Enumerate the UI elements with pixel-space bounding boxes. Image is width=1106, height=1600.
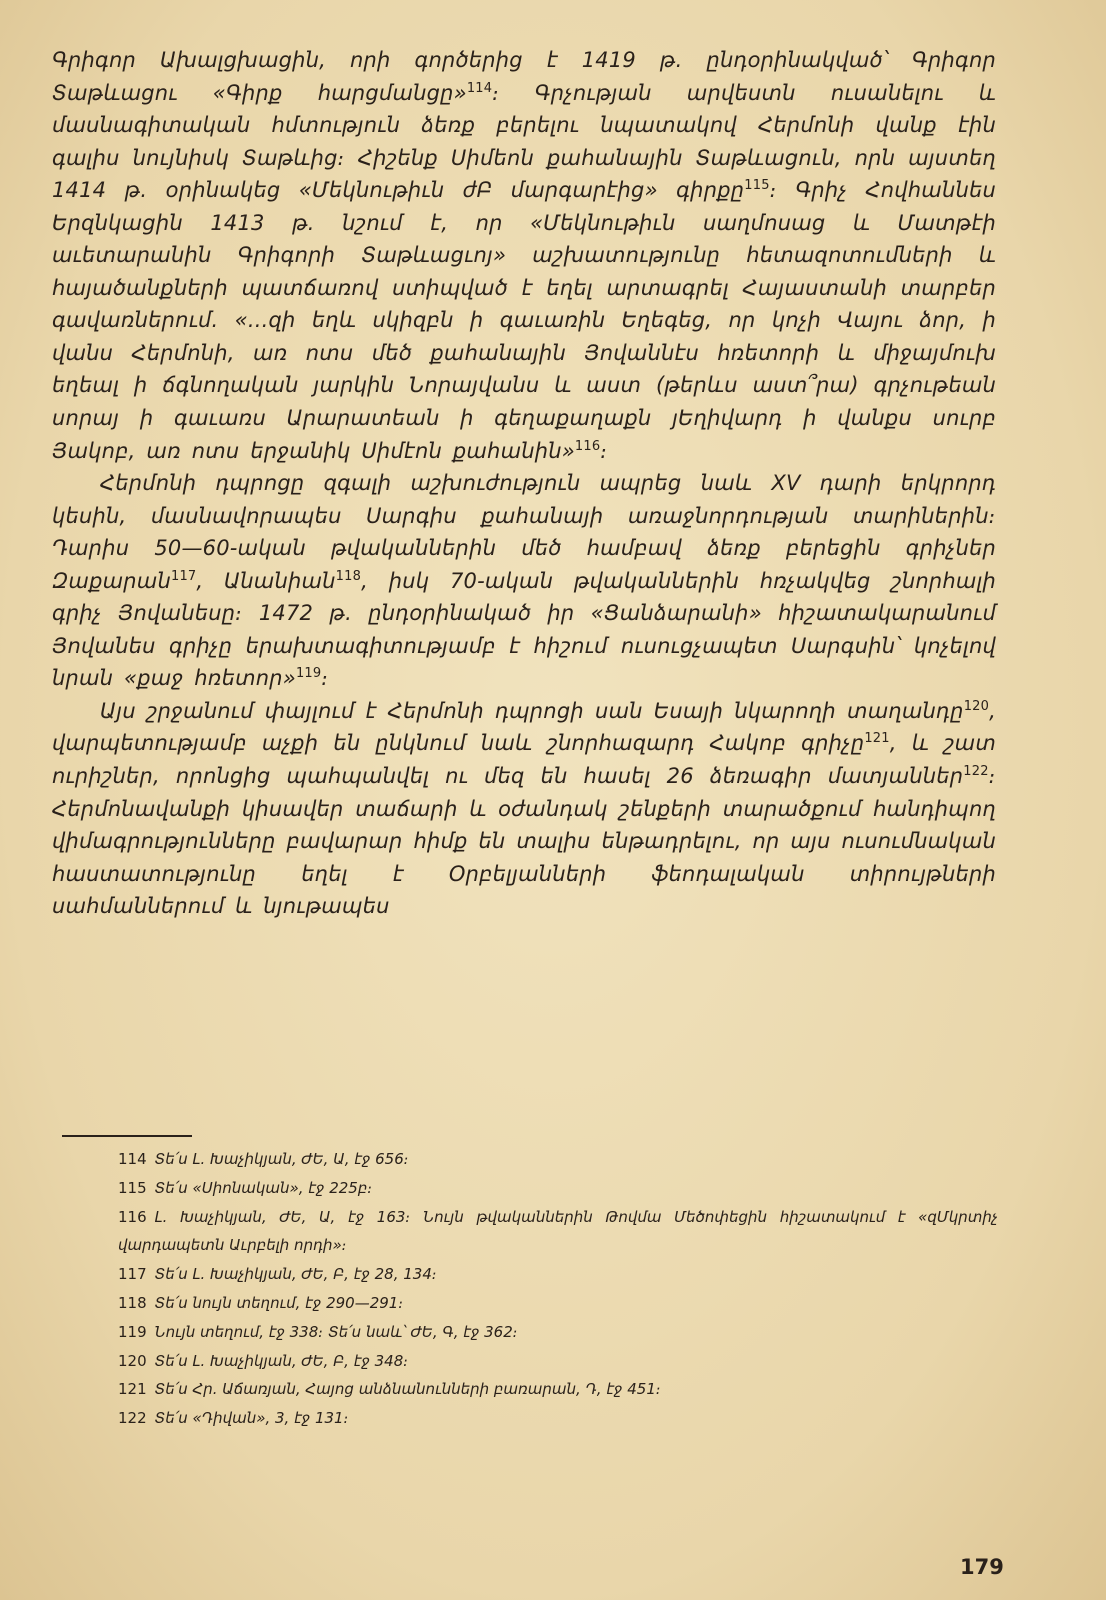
footnote-reference: 121 [864,731,890,747]
footnote [118,1404,998,1433]
footnote-reference: 119 [295,666,322,682]
footnote [118,1174,998,1203]
footnote-number: 114 [118,1150,147,1168]
footnote-number: 116 [118,1207,147,1226]
paragraph-text: , Անանիան [196,568,336,593]
footnote [118,1203,998,1261]
paragraph-text: ։ Գրիչ Հովհաննես Երզնկացին 1413 թ. նշում է, որ «Մեկնութիւն սաղմոսաց և Մատթէի աւետարանին Գրիգորի Տաթևացւոյ» աշխատությունը հետազոտումների և հայածանքների պատճառով ստիպված է եղել արտագրել Հայաստանի տարբեր գավառներում. «...զի եղև սկիզբն ի գաւառին Եղեգեց, որ կոչի Վայու ձոր, ի վանս Հերմոնի, առ ոտս մեծ քահանային Յովաննէս հռետորի և միջայմուխ եղեալ ի ճգնողական յարկին Նորայվանս և աստ (թերևս աստ՞րա) գրչութեան սորայ ի գաւառս Արարատեան ի գեղաքաղաքն յԵղիվարդ ի վանքս սուրբ Յակոբ, առ ոտս երջանիկ Սիմէոն քահանին» [52,178,997,463]
paragraph-text: ։ Հերմոնավանքի կիսավեր տաճարի և օժանդակ շենքերի տարածքում հանդիպող վիմագրությունները բավարար հիմք են տալիս ենթադրելու, որ այս ուսումնական հաստատությունը եղել է Օրբելյանների ֆեոդալական տիրույթների սահմաններում և նյութապես [52,764,996,919]
footnote-number: 115 [118,1178,147,1197]
footnote-reference: 117 [170,568,197,584]
footnote [118,1347,998,1376]
footnote-number: 119 [118,1322,147,1341]
paragraph [52,44,996,467]
paragraph-text: ։ [600,438,608,463]
page-number: 179 [960,1555,1004,1579]
footnote [118,1289,998,1318]
footnote [118,1318,998,1347]
footnote-reference: 116 [574,438,601,454]
footnote-text: Լ. Խաչիկյան, ԺԵ, Ա, էջ 163։ Նույն թվականներին Թովմա Մեծոփեցին հիշատակում է «զՄկրտիչ վարդապետն Աւրբելի որդի»։ [118,1207,998,1255]
footnote-text: Տե՛ս Լ. Խաչիկյան, ԺԵ, Ա, էջ 656։ [154,1150,409,1168]
paragraph-text: ։ Գրչության արվեստն ուսանելու և մասնագիտական հմտություն ձեռք բերելու նպատակով Հերմոնի վանք էին գալիս նույնիսկ Տաթևից։ Հիշենք Սիմեոն քահանային Տաթևացուն, որն այստեղ 1414 թ. օրինակեց «Մեկնութիւն ժԲ մարգարէից» գիրքը [52,80,996,203]
footnote-text: Նույն տեղում, էջ 338։ Տե՛ս նաև՝ ԺԵ, Գ, էջ 362։ [154,1322,518,1341]
footnote-reference: 115 [744,178,770,194]
footnote [118,1260,998,1289]
footnote-number: 120 [118,1351,147,1370]
paragraph [52,467,996,695]
footnote-reference: 120 [963,698,990,714]
footnote-text: Տե՛ս Լ. Խաչիկյան, ԺԵ, Բ, էջ 28, 134։ [154,1265,437,1284]
footnote-text: Տե՛ս նույն տեղում, էջ 290—291։ [154,1293,404,1312]
footnote-reference: 122 [963,764,989,780]
paragraph [52,695,996,923]
footnotes [118,1145,998,1433]
paragraph-text: Այս շրջանում փայլում է Հերմոնի դպրոցի սան Եսայի նկարողի տաղանդը [100,698,964,723]
paragraph-text: Գրիգոր Ախալցխացին, որի գործերից է 1419 թ. ընդօրինակված՝ Գրիգոր Տաթևացու «Գիրք հարցմանցը» [52,48,996,105]
paragraph-text: , իսկ 70-ական թվականներին հռչակվեց շնորհալի գրիչ Յովանեսը։ 1472 թ. ընդօրինակած իր «Ցանձարանի» հիշատակարանում Յովանես գրիչը երախտագիտությամբ է հիշում ուսուցչապետ Սարգսին՝ կոչելով նրան «քաջ հռետոր» [52,568,997,691]
footnote [118,1375,998,1404]
footnote-number: 121 [118,1380,147,1399]
footnote-number: 117 [118,1265,147,1284]
paragraph-text: Հերմոնի դպրոցը զգալի աշխուժություն ապրեց նաև XV դարի երկրորդ կեսին, մասնավորապես Սարգիս քահանայի առաջնորդության տարիներին։ Դարիս 50—60-ական թվականներին մեծ համբավ ձեռք բերեցին գրիչներ Զաքարան [52,471,996,593]
paragraph-text: , և շատ ուրիշներ, որոնցից պահպանվել ու մեզ են հասել 26 ձեռագիր մատյաններ [52,731,996,789]
footnote-text: Տե՛ս «Սիոնական», էջ 225բ։ [154,1178,373,1197]
footnote-reference: 118 [335,568,362,584]
footnote-text: Տե՛ս Հր. Աճառյան, Հայոց անձնանունների բառարան, Դ, էջ 451։ [154,1380,661,1399]
footnote-number: 118 [118,1293,147,1312]
main-text [52,44,996,923]
footnote-text: Տե՛ս «Դիվան», 3, էջ 131։ [154,1409,349,1428]
footnote-divider [62,1135,192,1137]
footnote-text: Տե՛ս Լ. Խաչիկյան, ԺԵ, Բ, էջ 348։ [154,1351,409,1370]
footnote-number: 122 [118,1409,147,1428]
paragraph-text: , վարպետությամբ աչքի են ընկնում նաև շնորհազարդ Հակոբ գրիչը [52,698,996,756]
footnote [118,1145,998,1174]
footnote-reference: 114 [466,80,493,96]
paragraph-text: ։ [321,666,329,691]
